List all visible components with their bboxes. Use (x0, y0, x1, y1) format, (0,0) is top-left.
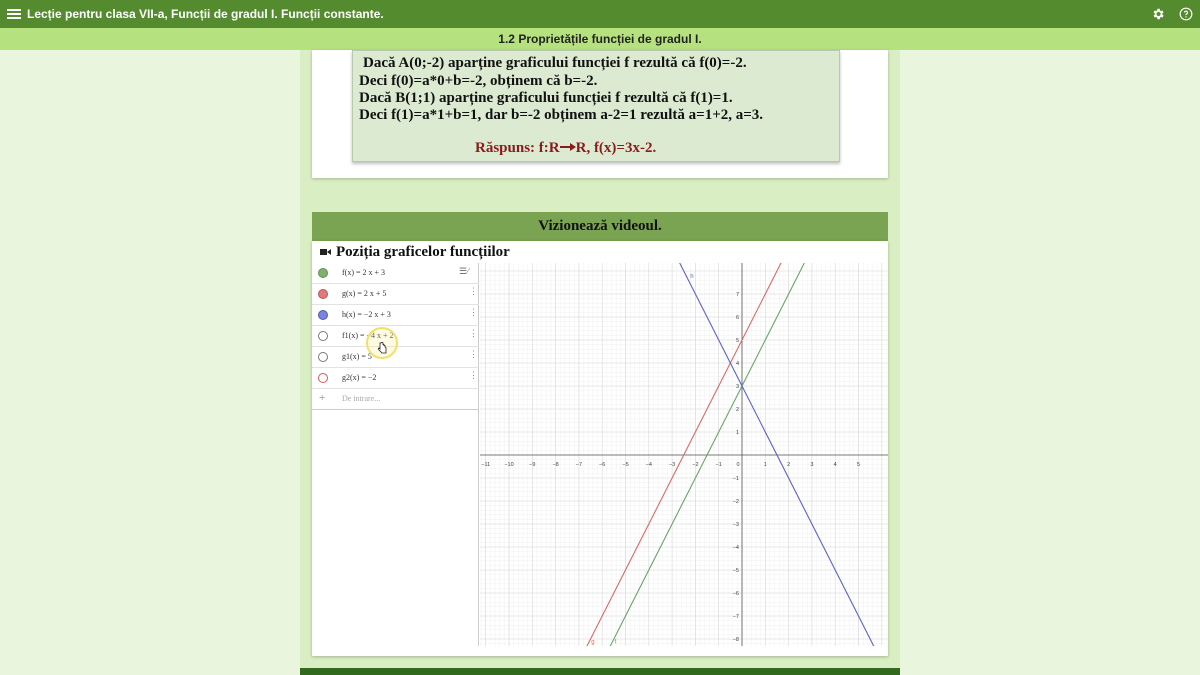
gear-icon[interactable] (1144, 0, 1172, 28)
visibility-toggle[interactable] (318, 310, 328, 320)
hand-cursor-icon (377, 341, 387, 353)
solution-line-1: Dacă A(0;-2) aparține graficului funcției f rezultă că f(0)=-2. (363, 55, 747, 71)
y-tick-label: 3 (735, 384, 739, 390)
y-tick-label: 2 (735, 407, 739, 413)
y-tick-label: −2 (732, 499, 739, 505)
algebra-row[interactable] (312, 284, 479, 305)
x-tick-label: −11 (481, 462, 491, 468)
answer-prefix: Răspuns: f:R (475, 140, 560, 156)
algebra-expression[interactable]: g1(x) = 5 (342, 352, 372, 361)
solution-line-4: Deci f(1)=a*1+b=1, dar b=-2 obținem a-2=1 rezultă a=1+2, a=3. (359, 107, 764, 123)
video-camera-icon (317, 241, 333, 263)
answer-line (475, 140, 656, 157)
visibility-toggle[interactable] (318, 352, 328, 362)
algebra-panel (312, 263, 479, 646)
algebra-row[interactable] (312, 368, 479, 389)
y-tick-label: −4 (732, 545, 739, 551)
visibility-toggle[interactable] (318, 289, 328, 299)
x-tick-label: 4 (833, 462, 837, 468)
section-subtitle-text: 1.2 Proprietățile funcției de gradul I. (498, 32, 702, 46)
visibility-toggle[interactable] (318, 373, 328, 383)
y-tick-label: 1 (735, 430, 739, 436)
x-tick-label: −10 (504, 462, 514, 468)
algebra-menu-icon[interactable]: ☰∕ (459, 266, 469, 276)
x-tick-label: −7 (575, 462, 583, 468)
help-icon[interactable] (1172, 0, 1200, 28)
visibility-toggle[interactable] (318, 331, 328, 341)
more-options-icon[interactable]: ⋮ (469, 307, 478, 317)
x-tick-label: −2 (692, 462, 699, 468)
graphics-view[interactable] (480, 263, 888, 646)
top-bar (0, 0, 1200, 28)
x-tick-label: 2 (787, 462, 791, 468)
more-options-icon[interactable]: ⋮ (469, 328, 478, 338)
x-tick-label: −4 (645, 462, 652, 468)
x-tick-label: 5 (856, 462, 861, 468)
x-tick-label: 3 (810, 462, 814, 468)
y-tick-label: −3 (732, 522, 739, 528)
algebra-expression[interactable]: g2(x) = −2 (342, 373, 377, 382)
y-tick-label: −1 (732, 476, 739, 482)
function-label-f: f (614, 639, 617, 646)
y-tick-label: −8 (732, 637, 739, 643)
function-label-g: g (591, 639, 595, 646)
video-title-bar (312, 241, 888, 263)
algebra-expression[interactable]: g(x) = 2 x + 5 (342, 289, 387, 298)
y-tick-label: −7 (732, 614, 739, 620)
y-tick-label: 5 (735, 338, 739, 344)
plus-icon[interactable]: + (319, 392, 326, 404)
y-tick-label: 6 (735, 315, 739, 321)
arrow-icon (560, 142, 576, 152)
x-tick-label: −8 (552, 462, 559, 468)
x-tick-label: −5 (622, 462, 629, 468)
y-tick-label: 7 (735, 292, 739, 298)
algebra-input-row[interactable] (312, 389, 479, 410)
bottom-bar (300, 668, 900, 675)
x-tick-label: 1 (763, 462, 767, 468)
origin-label: 0 (736, 462, 740, 468)
algebra-input[interactable]: De intrare... (342, 394, 381, 403)
video-title: Poziția graficelor funcțiilor (336, 243, 510, 260)
video-card[interactable] (312, 241, 888, 656)
solution-line-2: Deci f(0)=a*0+b=-2, obținem că b=-2. (359, 73, 598, 89)
solution-box (352, 50, 840, 162)
more-options-icon[interactable]: ⋮ (469, 370, 478, 380)
answer-suffix: R, f(x)=3x-2. (575, 140, 657, 156)
more-options-icon[interactable]: ⋮ (469, 349, 478, 359)
function-label-h: h (690, 273, 694, 280)
graph-canvas[interactable] (480, 263, 888, 646)
x-tick-label: −6 (599, 462, 606, 468)
x-tick-label: −1 (715, 462, 722, 468)
visibility-toggle[interactable] (318, 268, 328, 278)
x-tick-label: −3 (668, 462, 676, 468)
algebra-expression[interactable]: h(x) = −2 x + 3 (342, 310, 391, 319)
more-options-icon[interactable]: ⋮ (469, 286, 478, 296)
solution-line-3: Dacă B(1;1) aparține graficului funcției f rezultă că f(1)=1. (359, 90, 733, 106)
algebra-expression[interactable]: f1(x) = −4 x + 2 (342, 331, 394, 340)
algebra-row[interactable] (312, 263, 479, 284)
y-tick-label: −6 (732, 591, 739, 597)
video-section-heading (312, 212, 888, 241)
y-tick-label: −5 (732, 568, 739, 574)
lesson-title: Lecție pentru clasa VII-a, Funcții de gradul I. Funcții constante. (27, 7, 384, 21)
menu-icon[interactable] (7, 9, 21, 19)
section-subtitle (0, 28, 1200, 50)
x-tick-label: −9 (529, 462, 536, 468)
algebra-expression[interactable]: f(x) = 2 x + 3 (342, 268, 386, 277)
algebra-row[interactable] (312, 305, 479, 326)
video-section-heading-text: Vizionează videoul. (538, 218, 662, 234)
y-tick-label: 4 (735, 361, 739, 367)
